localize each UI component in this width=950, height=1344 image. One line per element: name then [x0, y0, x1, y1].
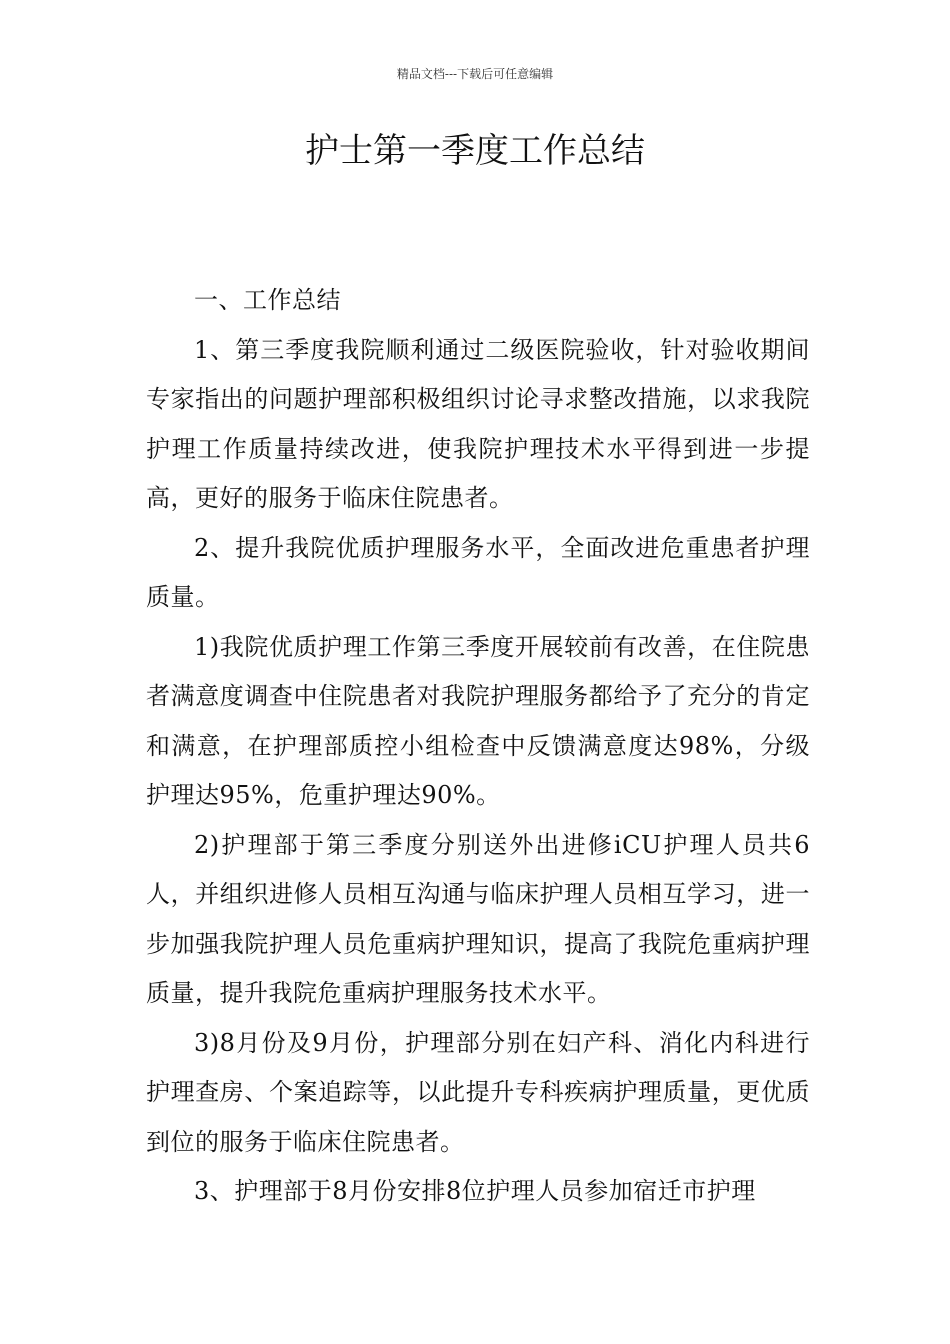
paragraph: 1)我院优质护理工作第三季度开展较前有改善，在住院患者满意度调查中住院患者对我院护理服务都给予了充分的肯定和满意，在护理部质控小组检查中反馈满意度达98%，分级护理达95%，危重护理达90%。: [146, 632, 810, 809]
paragraph: 3)8月份及9月份，护理部分别在妇产科、消化内科进行护理查房、个案追踪等，以此提升专科疾病护理质量，更优质到位的服务于临床住院患者。: [146, 1028, 810, 1156]
section-heading: 一、工作总结: [194, 286, 341, 314]
paragraph: 2)护理部于第三季度分别送外出进修iCU护理人员共6人，并组织进修人员相互沟通与临床护理人员相互学习，进一步加强我院护理人员危重病护理知识，提高了我院危重病护理质量，提升我院危重病护理服务技术水平。: [146, 830, 810, 1007]
paragraph: 1、第三季度我院顺利通过二级医院验收，针对验收期间专家指出的问题护理部积极组织讨论寻求整改措施，以求我院护理工作质量持续改进，使我院护理技术水平得到进一步提高，更好的服务于临床住院患者。: [146, 335, 810, 512]
document-body: [146, 276, 810, 1217]
header-note: 精品文档---下载后可任意编辑: [396, 67, 554, 81]
document-title: 护士第一季度工作总结: [305, 131, 645, 171]
paragraph: 3、护理部于8月份安排8位护理人员参加宿迁市护理: [194, 1177, 756, 1205]
paragraph: 2、提升我院优质护理服务水平，全面改进危重患者护理质量。: [146, 533, 810, 611]
